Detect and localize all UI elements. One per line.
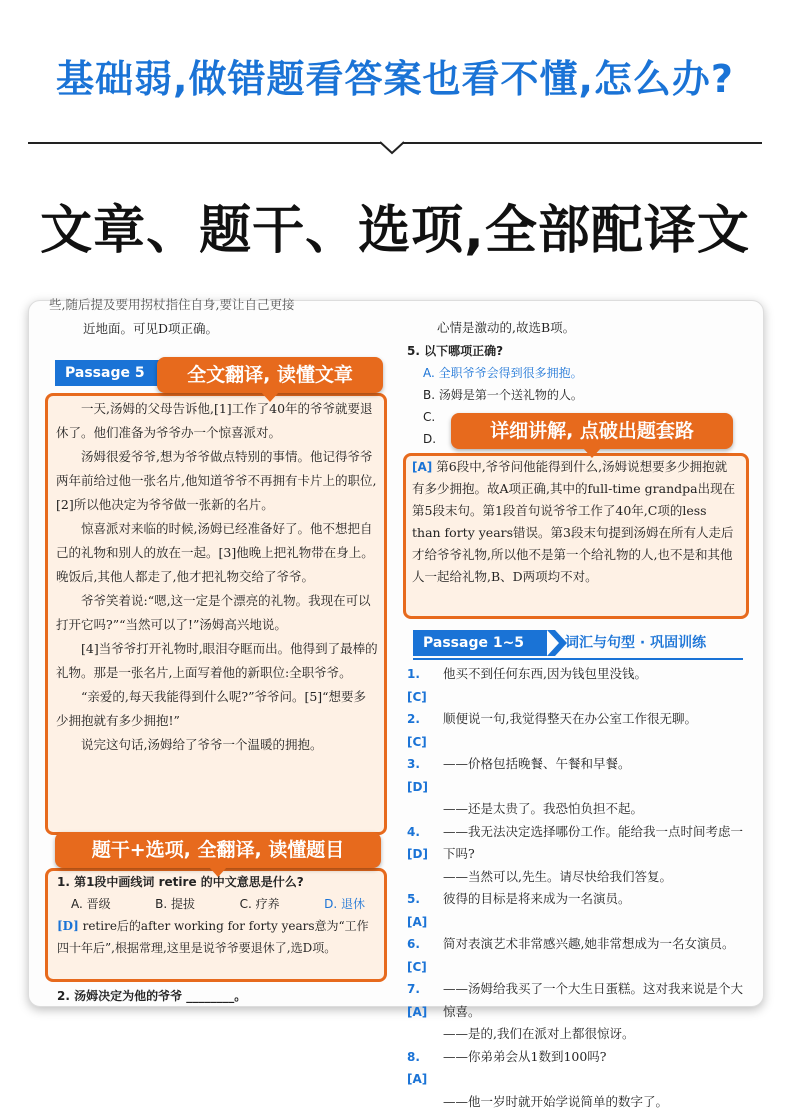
vocab-section-label: Passage 1~5	[413, 630, 547, 656]
cut-line: 些,随后提及要用拐杖指住自身,要让自己更接	[49, 293, 389, 317]
vocab-section-title: 词汇与句型 · 巩固训练	[565, 630, 706, 656]
vocab-num	[407, 866, 443, 889]
vocab-num: 5. [A]	[407, 888, 443, 933]
q5-option-a: A. 全职爷爷会得到很多拥抱。	[407, 362, 747, 384]
vocab-text: ——当然可以,先生。请尽快给我们答复。	[443, 866, 672, 889]
vocab-text: ——价格包括晚餐、午餐和早餐。	[443, 753, 631, 798]
vocab-row	[407, 1046, 745, 1091]
vocab-text: ——他一岁时就开始学说简单的数字了。	[443, 1091, 668, 1113]
question1-stem: 1. 第1段中画线词 retire 的中文意思是什么?	[57, 871, 377, 893]
explanation-text: retire后的after working for forty years意为“工作四十年后”,根据常理,这里是说爷爷要退休了,选D项。	[57, 919, 369, 955]
vocab-underline	[413, 658, 743, 660]
left-top-line: 近地面。可见D项正确。	[49, 317, 389, 341]
vocab-row	[407, 1091, 745, 1113]
vocab-text: ——汤姆给我买了一个大生日蛋糕。这对我来说是个大惊喜。	[443, 978, 745, 1023]
right-top-line: 心情是激动的,故选B项。	[407, 316, 747, 340]
vocab-row	[407, 663, 745, 708]
book-page	[28, 300, 764, 1007]
q5-option-d: D.	[407, 428, 747, 450]
option-d: D. 退休	[324, 893, 365, 915]
vocab-text: 他买不到任何东西,因为钱包里没钱。	[443, 663, 647, 708]
vocab-num	[407, 798, 443, 821]
vocab-num	[407, 1091, 443, 1113]
vocab-row	[407, 753, 745, 798]
q5-explanation-text: 第6段中,爷爷问他能得到什么,汤姆说想要多少拥抱就有多少拥抱。故A项正确,其中的full-time grandpa出现在第5段末句。第1段首句说爷爷工作了40年,C项的less than forty years错误。第3段末句提到汤姆在所有人走后才给爷爷礼物,所以他不是第一个给礼物的人,也不是和其他人一起给礼物,B、D两项均不对。	[412, 459, 735, 584]
subhead: 文章、题干、选项,全部配译文	[0, 188, 790, 263]
passage5-label: Passage 5	[55, 360, 165, 386]
vocab-num: 6. [C]	[407, 933, 443, 978]
divider-notch-icon	[380, 141, 404, 155]
translation-paragraph: “亲爱的,每天我能得到什么呢?”爷爷问。[5]“想要多少拥抱就有多少拥抱!”	[56, 685, 378, 733]
left-column	[49, 301, 389, 341]
vocab-num: 3. [D]	[407, 753, 443, 798]
vocab-num: 4. [D]	[407, 821, 443, 866]
question1-explanation	[57, 915, 377, 959]
vocab-text: ——是的,我们在派对上都很惊讶。	[443, 1023, 634, 1046]
vocab-row	[407, 978, 745, 1023]
option-a: A. 晋级	[71, 893, 111, 915]
section-arrow-icon	[547, 630, 567, 656]
q5-option-b: B. 汤姆是第一个送礼物的人。	[407, 384, 747, 406]
vocab-row	[407, 866, 745, 889]
translation-text	[56, 397, 378, 757]
translation-paragraph: 爷爷笑着说:“嗯,这一定是个漂亮的礼物。我现在可以打开它吗?”“当然可以了!”汤姆高兴地说。	[56, 589, 378, 637]
callout-question-translation: 题干+选项, 全翻译, 读懂题目	[55, 832, 381, 868]
vocab-row	[407, 798, 745, 821]
answer-tag: [D]	[57, 919, 79, 933]
question1-options	[57, 893, 377, 915]
headline: 基础弱,做错题看答案也看不懂,怎么办?	[0, 48, 790, 103]
question2: 2. 汤姆决定为他的爷爷 ________。	[57, 985, 246, 1007]
vocab-text: ——你弟弟会从1数到100吗?	[443, 1046, 607, 1091]
vocab-num: 1. [C]	[407, 663, 443, 708]
vocab-text: 彼得的目标是将来成为一名演员。	[443, 888, 631, 933]
q5-explanation	[412, 456, 736, 588]
q5-stem: 5. 以下哪项正确?	[407, 340, 747, 362]
vocab-num: 7. [A]	[407, 978, 443, 1023]
option-c: C. 疗养	[240, 893, 280, 915]
translation-paragraph: 说完这句话,汤姆给了爷爷一个温暖的拥抱。	[56, 733, 378, 757]
vocab-num: 8. [A]	[407, 1046, 443, 1091]
question1	[57, 871, 377, 959]
vocab-row	[407, 708, 745, 753]
q5-answer-tag: [A]	[412, 460, 432, 474]
translation-paragraph: 惊喜派对来临的时候,汤姆已经准备好了。他不想把自己的礼物和别人的放在一起。[3]他晚上把礼物带在身上。晚饭后,其他人都走了,他才把礼物交给了爷爷。	[56, 517, 378, 589]
option-b: B. 提拔	[155, 893, 195, 915]
translation-paragraph: [4]当爷爷打开礼物时,眼泪夺眶而出。他得到了最棒的礼物。那是一张名片,上面写着他的新职位:全职爷爷。	[56, 637, 378, 685]
callout-full-translation: 全文翻译, 读懂文章	[157, 357, 383, 393]
vocab-text: 顺便说一句,我觉得整天在办公室工作很无聊。	[443, 708, 697, 753]
vocab-list	[407, 663, 745, 1113]
q5-option-c: C.	[407, 406, 747, 428]
vocab-text: ——我无法决定选择哪份工作。能给我一点时间考虑一下吗?	[443, 821, 745, 866]
vocab-row	[407, 1023, 745, 1046]
translation-paragraph: 一天,汤姆的父母告诉他,[1]工作了40年的爷爷就要退休了。他们准备为爷爷办一个惊喜派对。	[56, 397, 378, 445]
callout-detailed-explanation: 详细讲解, 点破出题套路	[451, 413, 733, 449]
vocab-row	[407, 821, 745, 866]
vocab-row	[407, 888, 745, 933]
vocab-row	[407, 933, 745, 978]
vocab-num: 2. [C]	[407, 708, 443, 753]
vocab-num	[407, 1023, 443, 1046]
vocab-text: 简对表演艺术非常感兴趣,她非常想成为一名女演员。	[443, 933, 734, 978]
translation-paragraph: 汤姆很爱爷爷,想为爷爷做点特别的事情。他记得爷爷两年前给过他一张名片,他知道爷爷不再拥有卡片上的职位,[2]所以他决定为爷爷做一张新的名片。	[56, 445, 378, 517]
vocab-text: ——还是太贵了。我恐怕负担不起。	[443, 798, 643, 821]
